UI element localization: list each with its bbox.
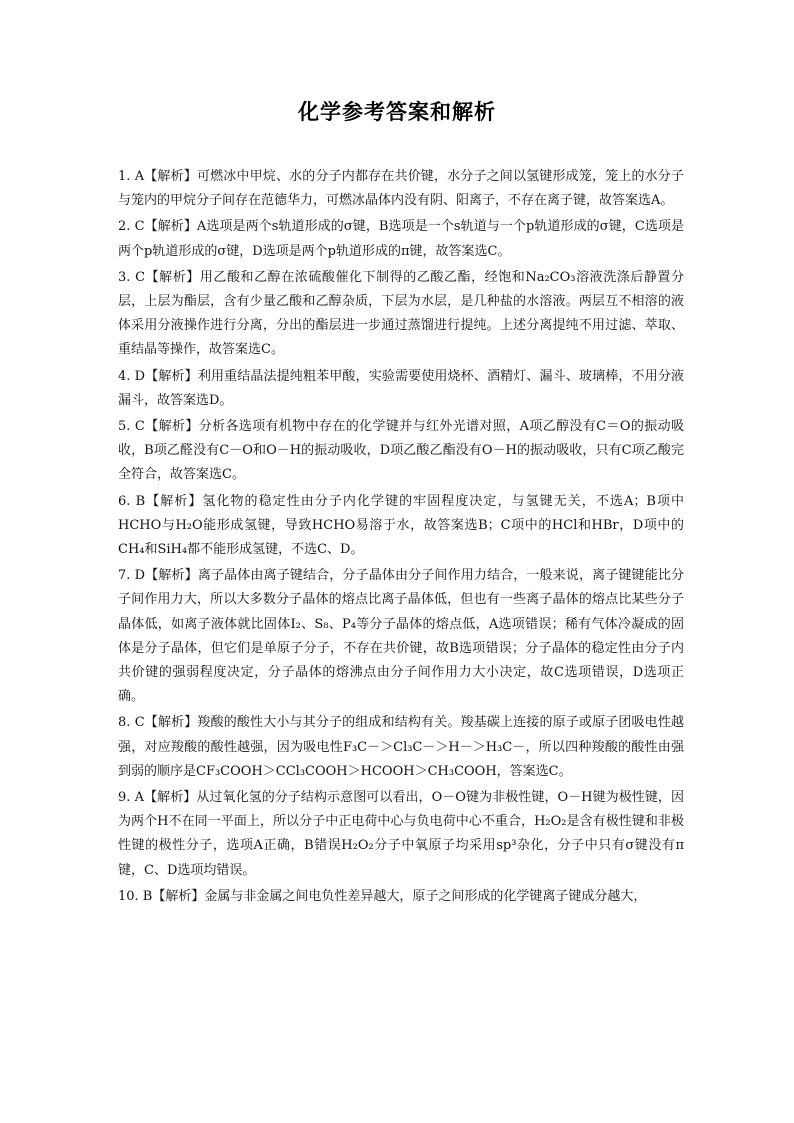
- answer-text: 用乙酸和乙醇在浓硫酸催化下制得的乙酸乙酯，经饱和Na₂CO₃溶液洗涤后静置分层，上层为酯层，含有少量乙酸和乙醇杂质，下层为水层，是几种盐的水溶液。两层互不相溶的液体采用分液操作进行分离，分出的酯层进一步通过蒸馏进行提纯。上述分离提纯不用过滤、萃取、重结晶等操作，故答案选C。: [118, 269, 684, 358]
- answer-item-7: [118, 564, 684, 709]
- answer-label: 10. B【解析】: [118, 888, 205, 904]
- answer-text: 可燃冰中甲烷、水的分子内都存在共价键，水分子之间以氢键形成笼，笼上的水分子与笼内的甲烷分子间存在范德华力，可燃冰晶体内没有阴、阳离子，不存在离子键，故答案选A。: [118, 169, 684, 209]
- answer-label: 7. D【解析】: [118, 568, 198, 584]
- answer-item-3: [118, 266, 684, 363]
- answer-text: 羧酸的酸性大小与其分子的组成和结构有关。羧基碳上连接的原子或原子团吸电性越强，对应羧酸的酸性越强，因为吸电性F₃C－＞Cl₃C－＞H－＞H₃C－，所以四种羧酸的酸性由强到弱的顺序是CF₃COOH＞CCl₃COOH＞HCOOH＞CH₃COOH，答案选C。: [118, 715, 684, 779]
- answer-item-2: [118, 215, 684, 263]
- answer-item-9: [118, 786, 684, 883]
- answer-label: 2. C【解析】: [118, 219, 197, 235]
- page-title: 化学参考答案和解析: [298, 100, 496, 124]
- answer-text: A选项是两个s轨道形成的σ键，B选项是一个s轨道与一个p轨道形成的σ键，C选项是两个p轨道形成的σ键，D选项是两个p轨道形成的π键，故答案选C。: [118, 219, 684, 259]
- answer-item-1: [118, 165, 684, 213]
- answer-item-5: [118, 415, 684, 488]
- answer-text: 氢化物的稳定性由分子内化学键的牢固程度决定，与氢键无关，不选A；B项中HCHO与H₂O能形成氢键，导致HCHO易溶于水，故答案选B；C项中的HCl和HBr，D项中的CH₄和SiH₄都不能形成氢键，不选C、D。: [118, 493, 684, 558]
- answer-item-6: [118, 490, 684, 563]
- answer-text: 分析各选项有机物中存在的化学键并与红外光谱对照，A项乙醇没有C＝O的振动吸收，B项乙醛没有C－O和O－H的振动吸收，D项乙酸乙酯没有O－H的振动吸收，只有C项乙酸完全符合，故答案选C。: [118, 419, 684, 483]
- answer-label: 9. A【解析】: [118, 790, 197, 806]
- answer-label: 3. C【解析】: [118, 269, 200, 285]
- answer-text: 金属与非金属之间电负性差异越大，原子之间形成的化学键离子键成分越大，: [204, 888, 647, 904]
- answer-item-10: [118, 885, 684, 909]
- answer-item-8: [118, 711, 684, 784]
- answer-label: 5. C【解析】: [118, 419, 199, 435]
- answer-text: 从过氧化氢的分子结构示意图可以看出，O－O键为非极性键，O－H键为极性键，因为两个H不在同一平面上，所以分子中正电荷中心与负电荷中心不重合，H₂O₂是含有极性键和非极性键的极性分子，选项A正确，B错误H₂O₂分子中氧原子均采用sp³杂化，分子中只有σ键没有π键，C、D选项均错误。: [118, 790, 684, 878]
- answer-label: 8. C【解析】: [118, 715, 198, 731]
- answer-label: 4. D【解析】: [118, 368, 198, 384]
- answer-label: 6. B【解析】: [118, 493, 203, 509]
- answer-item-4: [118, 365, 684, 413]
- answer-list: [118, 165, 684, 911]
- answer-text: 利用重结晶法提纯粗苯甲酸，实验需要使用烧杯、酒精灯、漏斗、玻璃棒，不用分液漏斗，故答案选D。: [118, 368, 684, 408]
- answer-text: 离子晶体由离子键结合，分子晶体由分子间作用力结合，一般来说，离子键键能比分子间作用力大，所以大多数分子晶体的熔点比离子晶体低，但也有一些离子晶体的熔点比某些分子晶体低，如离子液体就比固体I₂、S₈、P₄等分子晶体的熔点低，A选项错误；稀有气体冷凝成的固体是分子晶体，但它们是单原子分子，不存在共价键，故B选项错误；分子晶体的稳定性由分子内共价键的强弱程度决定，分子晶体的熔沸点由分子间作用力大小决定，故C选项错误，D选项正确。: [118, 568, 684, 705]
- answer-label: 1. A【解析】: [118, 169, 197, 184]
